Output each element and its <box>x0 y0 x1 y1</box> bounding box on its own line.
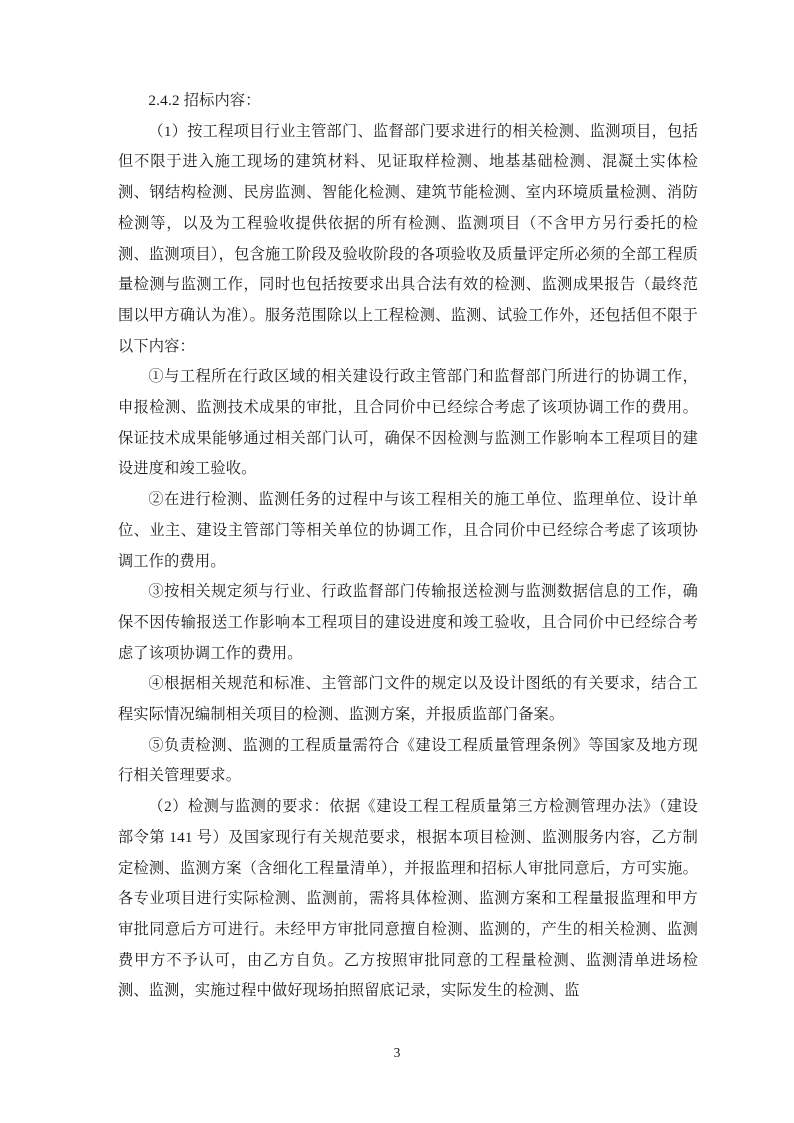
paragraph-sub-4: ④根据相关规范和标准、主管部门文件的规定以及设计图纸的有关要求，结合工程实际情况编制相关项目的检测、监测方案，并报质监部门备案。 <box>118 675 698 724</box>
paragraph-sub-2: ②在进行检测、监测任务的过程中与该工程相关的施工单位、监理单位、设计单位、业主、建设主管部门等相关单位的协调工作，且合同价中已经综合考虑了该项协调工作的费用。 <box>118 491 698 570</box>
document-body <box>118 86 698 1007</box>
paragraph-item-2: （2）检测与监测的要求：依据《建设工程工程质量第三方检测管理办法》（建设部令第 141 号）及国家现行有关规范要求，根据本项目检测、监测服务内容，乙方制定检测、监测方案（含细化工程量清单），并报监理和招标人审批同意后，方可实施。各专业项目进行实际检测、监测前，需将具体检测、监测方案和工程量报监理和甲方审批同意后方可进行。未经甲方审批同意擅自检测、监测的，产生的相关检测、监测费甲方不予认可，由乙方自负。乙方按照审批同意的工程量检测、监测清单进场检测、监测，实施过程中做好现场拍照留底记录，实际发生的检测、监 <box>118 798 698 1000</box>
paragraph-heading: 2.4.2 招标内容： <box>148 92 261 109</box>
page-number: 3 <box>393 1045 401 1060</box>
paragraph-sub-3: ③按相关规定须与行业、行政监督部门传输报送检测与监测数据信息的工作，确保不因传输报送工作影响本工程项目的建设进度和竣工验收，且合同价中已经综合考虑了该项协调工作的费用。 <box>118 583 698 662</box>
paragraph-sub-1: ①与工程所在行政区域的相关建设行政主管部门和监督部门所进行的协调工作，申报检测、监测技术成果的审批，且合同价中已经综合考虑了该项协调工作的费用。保证技术成果能够通过相关部门认可，确保不因检测与监测工作影响本工程项目的建设进度和竣工验收。 <box>118 368 698 478</box>
paragraph-sub-5: ⑤负责检测、监测的工程质量需符合《建设工程质量管理条例》等国家及地方现行相关管理要求。 <box>118 736 698 785</box>
paragraph-item-1: （1）按工程项目行业主管部门、监督部门要求进行的相关检测、监测项目，包括但不限于进入施工现场的建筑材料、见证取样检测、地基基础检测、混凝土实体检测、钢结构检测、民房监测、智能化检测、建筑节能检测、室内环境质量检测、消防检测等，以及为工程验收提供依据的所有检测、监测项目（不含甲方另行委托的检测、监测项目），包含施工阶段及验收阶段的各项验收及质量评定所必须的全部工程质量检测与监测工作，同时也包括按要求出具合法有效的检测、监测成果报告（最终范围以甲方确认为准）。服务范围除以上工程检测、监测、试验工作外，还包括但不限于以下内容： <box>118 122 698 355</box>
